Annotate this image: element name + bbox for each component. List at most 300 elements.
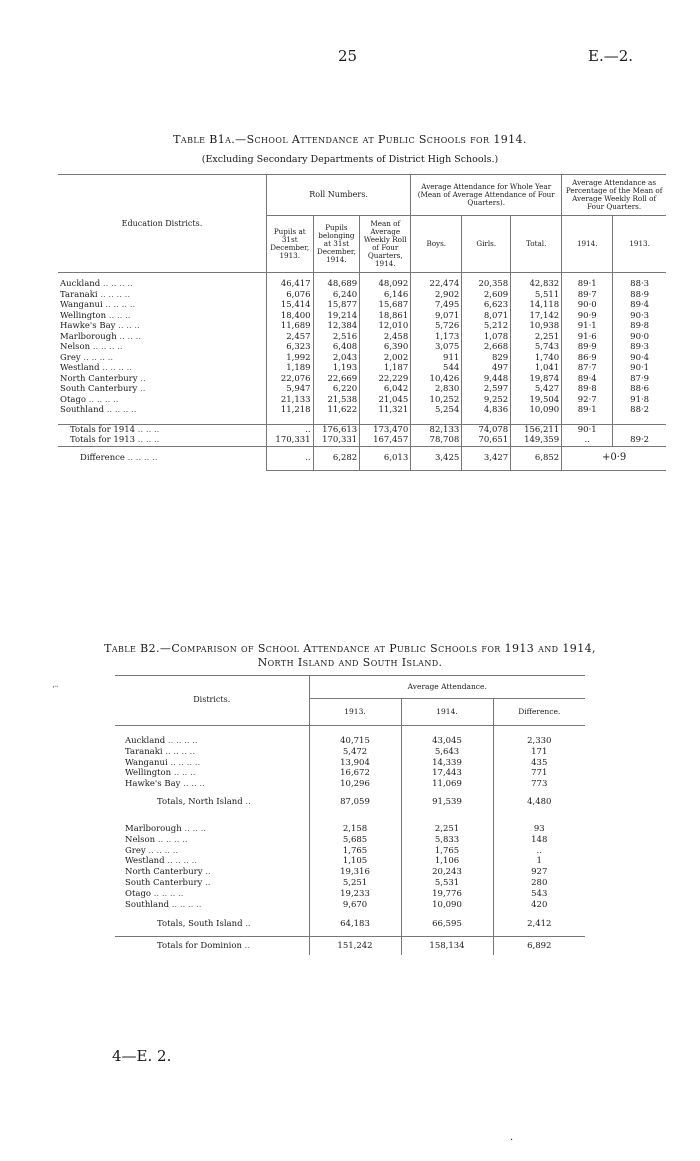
table-row xyxy=(115,779,585,790)
header-pct-1913: 1913. xyxy=(613,216,666,273)
cell-d: 2,330 xyxy=(493,736,585,747)
district-cell xyxy=(58,311,266,322)
cell-mean: 6,146 xyxy=(360,290,411,301)
cell-boys: 544 xyxy=(411,363,462,374)
district-name: Marlborough xyxy=(125,823,182,834)
cell-pc13: 89·2 xyxy=(613,435,666,446)
cell-p13: 21,133 xyxy=(266,395,313,406)
spacer-row xyxy=(115,810,585,824)
spacer xyxy=(115,726,309,737)
cell-p14: 12,384 xyxy=(313,321,360,332)
cell-p13: 6,323 xyxy=(266,342,313,353)
cell-pc14: .. xyxy=(562,435,613,446)
cell-mean: 11,321 xyxy=(360,405,411,416)
cell-boys: 2,902 xyxy=(411,290,462,301)
cell-girls: 497 xyxy=(462,363,511,374)
header-districts: Districts. xyxy=(115,676,309,726)
cell-mean: 6,042 xyxy=(360,384,411,395)
spacer xyxy=(462,416,511,425)
dot-leaders: .. .. .. .. xyxy=(162,746,196,757)
cell-mean: 15,687 xyxy=(360,300,411,311)
district-cell xyxy=(115,794,309,810)
header-district: Education Districts. xyxy=(58,175,266,273)
cell-b: 19,776 xyxy=(401,889,493,900)
page-number: 25 xyxy=(338,47,358,65)
district-cell xyxy=(115,916,309,932)
cell-pc13: 88·6 xyxy=(613,384,666,395)
cell-p13: .. xyxy=(266,446,313,471)
district-cell xyxy=(115,779,309,790)
cell-mean: 167,457 xyxy=(360,435,411,446)
cell-a: 2,158 xyxy=(309,824,401,835)
district-name: Wellington xyxy=(60,310,107,321)
cell-a: 5,685 xyxy=(309,835,401,846)
spacer xyxy=(613,416,666,425)
header-boys: Boys. xyxy=(411,216,462,273)
cell-b: 5,643 xyxy=(401,747,493,758)
cell-pc14: 89·1 xyxy=(562,279,613,290)
cell-pc13: 88·2 xyxy=(613,405,666,416)
table-row xyxy=(115,900,585,911)
cell-total: 10,090 xyxy=(511,405,562,416)
cell-mean: 6,390 xyxy=(360,342,411,353)
cell-p14: 21,538 xyxy=(313,395,360,406)
south-total-row xyxy=(115,916,585,932)
cell-total: 1,740 xyxy=(511,353,562,364)
district-cell xyxy=(58,300,266,311)
cell-d: 148 xyxy=(493,835,585,846)
table-b2-title-line1: Table B2.—Comparison of School Attendance at Public Schools for 1913 and 1914, xyxy=(104,642,596,655)
dot-leaders: .. .. .. .. xyxy=(155,834,188,845)
district-name: Otago xyxy=(60,394,87,405)
cell-pc13: 91·8 xyxy=(613,395,666,406)
cell-p13: 170,331 xyxy=(266,435,313,446)
cell-mean: 22,229 xyxy=(360,374,411,385)
cell-total: 149,359 xyxy=(511,435,562,446)
cell-p13: 6,076 xyxy=(266,290,313,301)
cell-b: 158,134 xyxy=(401,937,493,956)
cell-p14: 19,214 xyxy=(313,311,360,322)
cell-a: 19,233 xyxy=(309,889,401,900)
cell-d: 773 xyxy=(493,779,585,790)
district-name: Totals for 1914 xyxy=(70,424,136,435)
district-cell xyxy=(58,363,266,374)
cell-boys: 78,708 xyxy=(411,435,462,446)
cell-p14: 15,877 xyxy=(313,300,360,311)
spacer xyxy=(401,726,493,737)
district-name: Wellington xyxy=(125,768,172,779)
district-name: Totals for 1913 xyxy=(70,435,136,445)
dot-leaders: .. .. .. xyxy=(171,768,196,779)
dot-leaders: .. .. .. .. xyxy=(104,405,137,415)
cell-d: .. xyxy=(493,846,585,857)
header-pct-1914: 1914. xyxy=(562,216,613,273)
district-name: Auckland xyxy=(125,736,166,746)
table-row xyxy=(115,867,585,878)
district-cell xyxy=(58,332,266,343)
dot-leaders: .. xyxy=(137,373,146,384)
cell-mean: 2,002 xyxy=(360,353,411,364)
table-b1a-title: Table B1a.—School Attendance at Public Schools for 1914. xyxy=(173,133,527,146)
district-name: Taranaki xyxy=(60,289,98,300)
cell-a: 13,904 xyxy=(309,758,401,769)
district-name: North Canterbury xyxy=(125,867,203,878)
district-cell xyxy=(58,446,266,471)
district-name: Grey xyxy=(60,352,81,363)
table-row xyxy=(58,342,666,353)
table-row xyxy=(115,846,585,857)
cell-total: 19,874 xyxy=(511,374,562,385)
district-name: Southland xyxy=(125,899,170,910)
cell-p14: 6,408 xyxy=(313,342,360,353)
district-cell xyxy=(58,374,266,385)
spacer xyxy=(411,416,462,425)
district-cell xyxy=(115,900,309,911)
header-percentage: Average Attendance as Percentage of the Mean of Average Weekly Roll of Four Quarters. xyxy=(562,175,666,216)
cell-p13: 1,992 xyxy=(266,353,313,364)
cell-pc13: 88·9 xyxy=(613,290,666,301)
spacer xyxy=(115,810,309,824)
cell-total: 1,041 xyxy=(511,363,562,374)
district-name: South Canterbury xyxy=(125,877,203,888)
dot-leaders: .. .. .. .. xyxy=(167,757,201,768)
dot-leaders: .. .. .. xyxy=(116,331,142,342)
cell-girls: 2,668 xyxy=(462,342,511,353)
cell-pct-difference: +0·9 xyxy=(562,446,666,471)
cell-girls: 1,078 xyxy=(462,332,511,343)
cell-p14: 6,240 xyxy=(313,290,360,301)
district-cell xyxy=(115,937,309,956)
cell-b: 5,833 xyxy=(401,835,493,846)
district-cell xyxy=(115,835,309,846)
header-roll: Roll Numbers. xyxy=(266,175,410,216)
cell-p14: 1,193 xyxy=(313,363,360,374)
cell-boys: 3,075 xyxy=(411,342,462,353)
dot-leaders: .. .. .. .. xyxy=(164,856,197,867)
dot-leaders: .. .. .. .. xyxy=(102,300,136,310)
dot-leaders: .. .. .. .. xyxy=(80,352,114,363)
cell-p14: 11,622 xyxy=(313,405,360,416)
totals-1914-row xyxy=(58,424,666,435)
district-name: Nelson xyxy=(60,342,91,352)
cell-p13: 5,947 xyxy=(266,384,313,395)
district-name: Wanganui xyxy=(60,300,103,310)
header-pupils-1913: Pupils at 31st December, 1913. xyxy=(266,216,313,273)
cell-total: 42,832 xyxy=(511,279,562,290)
cell-mean: 1,187 xyxy=(360,363,411,374)
table-b2 xyxy=(115,675,585,955)
cell-total: 19,504 xyxy=(511,395,562,406)
spacer xyxy=(562,416,613,425)
dot-leaders: .. .. .. .. xyxy=(124,453,158,464)
table-row xyxy=(58,353,666,364)
cell-p13: 18,400 xyxy=(266,311,313,322)
cell-pc13: 90·1 xyxy=(613,363,666,374)
cell-girls: 74,078 xyxy=(462,424,511,435)
cell-b: 91,539 xyxy=(401,794,493,810)
dot-leaders: .. .. .. xyxy=(106,310,131,321)
cell-b: 10,090 xyxy=(401,900,493,911)
cell-a: 1,765 xyxy=(309,846,401,857)
header-1914: 1914. xyxy=(401,699,493,726)
district-name: Taranaki xyxy=(125,746,163,757)
dot-leaders: .. .. .. .. xyxy=(97,289,131,300)
table-b1a-subtitle: (Excluding Secondary Departments of District High Schools.) xyxy=(201,154,499,165)
district-cell xyxy=(58,424,266,435)
cell-girls: 3,427 xyxy=(462,446,511,471)
table-row xyxy=(115,768,585,779)
cell-d: 435 xyxy=(493,758,585,769)
table-b2-title-line2: North Island and South Island. xyxy=(257,656,443,669)
cell-p14: 2,043 xyxy=(313,353,360,364)
cell-total: 5,743 xyxy=(511,342,562,353)
table-row xyxy=(58,374,666,385)
cell-mean: 173,470 xyxy=(360,424,411,435)
cell-pc14: 91·6 xyxy=(562,332,613,343)
cell-pc14: 90·1 xyxy=(562,424,613,435)
cell-boys: 911 xyxy=(411,353,462,364)
cell-p13: 46,417 xyxy=(266,279,313,290)
dot-leaders: .. .. .. .. xyxy=(90,342,123,352)
cell-girls: 8,071 xyxy=(462,311,511,322)
cell-a: 5,472 xyxy=(309,747,401,758)
district-cell xyxy=(58,279,266,290)
cell-pc14: 89·7 xyxy=(562,290,613,301)
table-row xyxy=(58,384,666,395)
cell-pc14: 89·4 xyxy=(562,374,613,385)
district-cell xyxy=(115,768,309,779)
cell-a: 19,316 xyxy=(309,867,401,878)
margin-mark: ·ᵕ xyxy=(52,683,59,693)
north-total-row xyxy=(115,794,585,810)
dot-leaders: .. .. .. .. xyxy=(169,899,202,910)
spacer xyxy=(360,416,411,425)
district-name: Westland xyxy=(60,363,100,373)
district-name: North Canterbury xyxy=(60,373,138,384)
cell-d: 4,480 xyxy=(493,794,585,810)
cell-b: 43,045 xyxy=(401,736,493,747)
cell-d: 171 xyxy=(493,747,585,758)
header-mean-roll: Mean of Average Weekly Roll of Four Quarters, 1914. xyxy=(360,216,411,273)
dot-leaders: .. .. .. xyxy=(180,779,205,790)
cell-p13: 1,189 xyxy=(266,363,313,374)
cell-girls: 5,212 xyxy=(462,321,511,332)
cell-boys: 5,726 xyxy=(411,321,462,332)
cell-d: 2,412 xyxy=(493,916,585,932)
district-cell xyxy=(115,824,309,835)
cell-boys: 9,071 xyxy=(411,311,462,322)
dot-leaders: .. .. .. .. xyxy=(99,363,132,373)
cell-b: 5,531 xyxy=(401,878,493,889)
table-row xyxy=(58,363,666,374)
cell-mean: 21,045 xyxy=(360,395,411,406)
district-name: South Canterbury xyxy=(60,384,138,394)
cell-d: 1 xyxy=(493,856,585,867)
cell-d: 420 xyxy=(493,900,585,911)
dot-leaders: .. .. .. .. xyxy=(151,888,184,899)
district-cell xyxy=(58,342,266,353)
cell-pc13: 90·4 xyxy=(613,353,666,364)
cell-boys: 5,254 xyxy=(411,405,462,416)
table-row xyxy=(58,395,666,406)
cell-girls: 2,597 xyxy=(462,384,511,395)
cell-d: 280 xyxy=(493,878,585,889)
cell-a: 10,296 xyxy=(309,779,401,790)
cell-b: 20,243 xyxy=(401,867,493,878)
cell-pc14: 89·8 xyxy=(562,384,613,395)
cell-pc14: 92·7 xyxy=(562,395,613,406)
table-row xyxy=(58,290,666,301)
cell-pc13: 90·0 xyxy=(613,332,666,343)
header-pupils-1914: Pupils belonging at 31st December, 1914. xyxy=(313,216,360,273)
cell-p14: 48,689 xyxy=(313,279,360,290)
cell-p14: 2,516 xyxy=(313,332,360,343)
spacer xyxy=(493,810,585,824)
cell-total: 156,211 xyxy=(511,424,562,435)
cell-pc13: 88·3 xyxy=(613,279,666,290)
cell-a: 40,715 xyxy=(309,736,401,747)
cell-d: 6,892 xyxy=(493,937,585,956)
cell-pc14: 89·9 xyxy=(562,342,613,353)
cell-pc14: 89·1 xyxy=(562,405,613,416)
cell-total: 17,142 xyxy=(511,311,562,322)
table-row xyxy=(115,856,585,867)
dot-leaders: .. .. .. .. xyxy=(165,736,198,746)
page-dot: · xyxy=(510,1135,514,1146)
header-total: Total. xyxy=(511,216,562,273)
cell-b: 17,443 xyxy=(401,768,493,779)
cell-d: 93 xyxy=(493,824,585,835)
cell-mean: 12,010 xyxy=(360,321,411,332)
table-row xyxy=(58,405,666,416)
header-avg-attendance: Average Attendance for Whole Year (Mean of Average Attendance of Four Quarters). xyxy=(411,175,562,216)
cell-d: 771 xyxy=(493,768,585,779)
table-b2-title xyxy=(0,642,700,670)
cell-boys: 82,133 xyxy=(411,424,462,435)
district-name: Hawke's Bay xyxy=(60,321,116,331)
cell-girls: 9,252 xyxy=(462,395,511,406)
spacer xyxy=(401,810,493,824)
table-row xyxy=(115,824,585,835)
table-row xyxy=(115,736,585,747)
dot-leaders: .. xyxy=(241,940,251,951)
table-row xyxy=(58,300,666,311)
district-cell xyxy=(115,758,309,769)
dot-leaders: .. xyxy=(137,384,146,394)
cell-pc13: 89·8 xyxy=(613,321,666,332)
spacer xyxy=(313,416,360,425)
table-row xyxy=(115,889,585,900)
header-difference: Difference. xyxy=(493,699,585,726)
district-name: Totals, North Island xyxy=(157,796,243,807)
cell-girls: 20,358 xyxy=(462,279,511,290)
spacer xyxy=(58,416,266,425)
dot-leaders: .. .. .. .. xyxy=(145,845,179,856)
cell-p13: 11,218 xyxy=(266,405,313,416)
table-row xyxy=(115,878,585,889)
district-cell xyxy=(58,384,266,395)
district-name: Westland xyxy=(125,856,165,867)
header-average-attendance: Average Attendance. xyxy=(309,676,585,699)
cell-total: 5,511 xyxy=(511,290,562,301)
document-reference: E.—2. xyxy=(588,47,634,65)
cell-boys: 10,252 xyxy=(411,395,462,406)
cell-pc14: 90·0 xyxy=(562,300,613,311)
district-cell xyxy=(58,353,266,364)
cell-girls: 829 xyxy=(462,353,511,364)
cell-b: 11,069 xyxy=(401,779,493,790)
cell-mean: 2,458 xyxy=(360,332,411,343)
cell-b: 1,765 xyxy=(401,846,493,857)
cell-a: 1,105 xyxy=(309,856,401,867)
dot-leaders: .. .. .. xyxy=(135,424,160,435)
district-name: Grey xyxy=(125,845,146,856)
cell-pc13: 90·3 xyxy=(613,311,666,322)
cell-b: 2,251 xyxy=(401,824,493,835)
cell-a: 5,251 xyxy=(309,878,401,889)
cell-p13: 11,689 xyxy=(266,321,313,332)
district-name: Nelson xyxy=(125,834,156,845)
cell-pc14: 86·9 xyxy=(562,353,613,364)
cell-boys: 2,830 xyxy=(411,384,462,395)
district-cell xyxy=(115,736,309,747)
spacer xyxy=(309,726,401,737)
cell-boys: 10,426 xyxy=(411,374,462,385)
cell-d: 543 xyxy=(493,889,585,900)
spacer-row xyxy=(58,416,666,425)
spacer xyxy=(266,416,313,425)
table-row xyxy=(58,332,666,343)
cell-a: 87,059 xyxy=(309,794,401,810)
cell-b: 14,339 xyxy=(401,758,493,769)
district-cell xyxy=(115,867,309,878)
dot-leaders: .. .. .. .. xyxy=(86,394,119,405)
cell-p13: .. xyxy=(266,424,313,435)
district-cell xyxy=(115,878,309,889)
district-cell xyxy=(58,405,266,416)
cell-pc13: 89·3 xyxy=(613,342,666,353)
header-girls: Girls. xyxy=(462,216,511,273)
cell-boys: 3,425 xyxy=(411,446,462,471)
spacer xyxy=(511,416,562,425)
district-name: Otago xyxy=(125,888,152,899)
table-b1a xyxy=(58,174,666,471)
cell-pc14: 90·9 xyxy=(562,311,613,322)
table-row xyxy=(115,758,585,769)
district-cell xyxy=(115,747,309,758)
header-1913: 1913. xyxy=(309,699,401,726)
difference-row xyxy=(58,446,666,471)
dot-leaders: .. xyxy=(242,796,251,807)
cell-p14: 176,613 xyxy=(313,424,360,435)
cell-pc14: 91·1 xyxy=(562,321,613,332)
district-name: Southland xyxy=(60,405,105,415)
spacer xyxy=(309,810,401,824)
dot-leaders: .. xyxy=(242,918,251,929)
table-row xyxy=(115,835,585,846)
spacer-row xyxy=(115,726,585,737)
cell-p14: 22,669 xyxy=(313,374,360,385)
district-cell xyxy=(58,395,266,406)
footer-signature: 4—E. 2. xyxy=(112,1047,172,1065)
district-name: Hawke's Bay xyxy=(125,779,181,790)
cell-girls: 4,836 xyxy=(462,405,511,416)
cell-p14: 170,331 xyxy=(313,435,360,446)
table-row xyxy=(58,311,666,322)
cell-girls: 9,448 xyxy=(462,374,511,385)
cell-pc13: 89·4 xyxy=(613,300,666,311)
cell-pc14: 87·7 xyxy=(562,363,613,374)
